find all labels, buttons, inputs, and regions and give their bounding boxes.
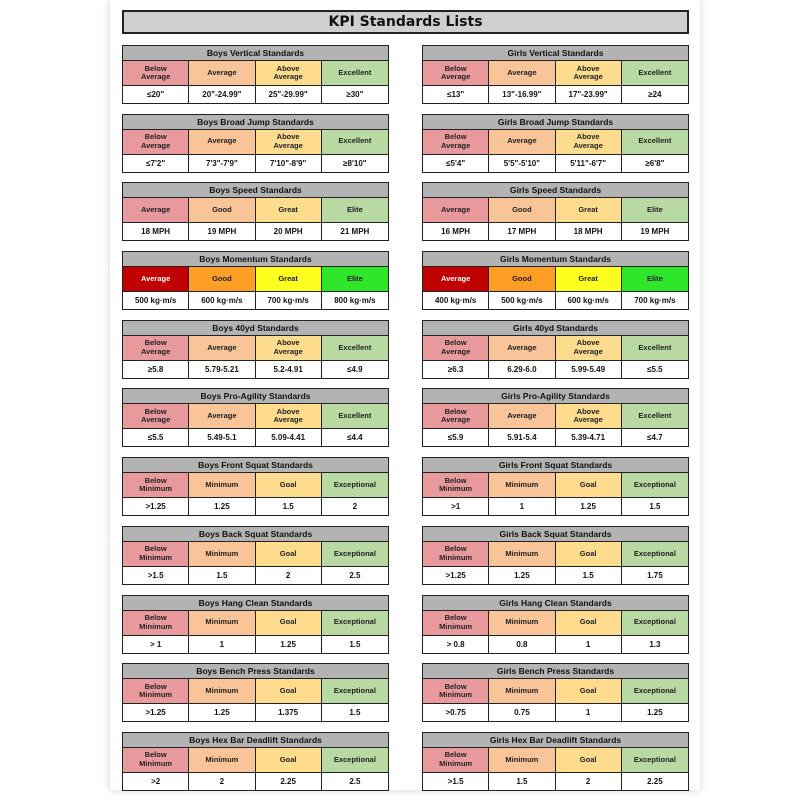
header-cell: Great <box>556 198 622 223</box>
header-cell: Below Average <box>423 404 489 429</box>
value-cell: >1.5 <box>123 567 189 584</box>
girls-back-squat-table <box>422 526 689 585</box>
value-cell: 0.75 <box>489 704 555 721</box>
value-cell: 1.5 <box>349 708 361 718</box>
value-cell: 2.5 <box>349 570 361 580</box>
header-cell: Exceptional <box>622 679 688 704</box>
header-cell: Below Minimum <box>423 473 489 498</box>
girls-hex-bar-deadlift-table <box>422 732 689 791</box>
value-cell: 2 <box>256 567 322 584</box>
girls-pro-agility-table <box>422 388 689 447</box>
header-cell: Below Average <box>123 404 189 429</box>
value-cell: ≤4.4 <box>347 433 363 443</box>
table-title: Girls Front Squat Standards <box>423 458 688 473</box>
header-cell: Average <box>189 336 255 361</box>
header-cell: Above Average <box>256 336 322 361</box>
header-cell: Excellent <box>622 130 688 155</box>
value-cell: ≥6.3 <box>423 361 489 378</box>
value-cell: 1.75 <box>647 570 663 580</box>
header-cell: Below Minimum <box>123 611 189 636</box>
header-cell: Above Average <box>256 404 322 429</box>
value-cell: 18 MPH <box>123 223 189 240</box>
header-cell: Average <box>189 130 255 155</box>
header-cell: Below Minimum <box>123 473 189 498</box>
value-cell: ≤5.5 <box>123 429 189 446</box>
girls-vertical-table <box>422 45 689 104</box>
header-cell: Minimum <box>189 473 255 498</box>
value-cell: >1.25 <box>123 704 189 721</box>
header-cell: Goal <box>256 473 322 498</box>
boys-40yd-table <box>122 320 389 379</box>
value-cell: 700 kg·m/s <box>634 296 676 306</box>
value-cell: 1.5 <box>189 567 255 584</box>
value-cell: 5.09-4.41 <box>256 429 322 446</box>
header-cell: Goal <box>556 748 622 773</box>
page-title: KPI Standards Lists <box>122 10 689 34</box>
header-cell: Minimum <box>489 611 555 636</box>
header-cell: Below Average <box>123 336 189 361</box>
header-cell: Exceptional <box>322 611 388 636</box>
table-title: Girls Hang Clean Standards <box>423 596 688 611</box>
table-title: Boys Momentum Standards <box>123 252 388 267</box>
header-cell: Goal <box>256 611 322 636</box>
header-cell: Exceptional <box>622 542 688 567</box>
value-cell: 20 MPH <box>256 223 322 240</box>
value-cell: 19 MPH <box>189 223 255 240</box>
value-cell: ≤4.9 <box>347 364 363 374</box>
header-cell: Exceptional <box>622 473 688 498</box>
header-cell: Great <box>556 267 622 292</box>
header-cell: Minimum <box>489 679 555 704</box>
header-cell: Average <box>189 61 255 86</box>
header-cell: Average <box>123 198 189 223</box>
header-cell: Average <box>489 336 555 361</box>
header-cell: Average <box>489 61 555 86</box>
header-cell: Goal <box>556 679 622 704</box>
value-cell: > 0.8 <box>423 636 489 653</box>
table-title: Girls 40yd Standards <box>423 321 688 336</box>
boys-vertical-table <box>122 45 389 104</box>
value-cell: 2 <box>352 502 358 512</box>
value-cell: ≤13" <box>423 86 489 103</box>
header-cell: Goal <box>556 473 622 498</box>
value-cell: >0.75 <box>423 704 489 721</box>
header-cell: Exceptional <box>622 748 688 773</box>
value-cell: 6.29-6.0 <box>489 361 555 378</box>
boys-front-squat-table <box>122 457 389 516</box>
value-cell: 500 kg·m/s <box>123 292 189 309</box>
value-cell: >1.25 <box>123 498 189 515</box>
value-cell: 7'3"-7'9" <box>189 155 255 172</box>
header-cell: Average <box>123 267 189 292</box>
table-title: Girls Bench Press Standards <box>423 664 688 679</box>
header-cell: Elite <box>622 267 688 292</box>
boys-momentum-table <box>122 251 389 310</box>
header-cell: Great <box>256 198 322 223</box>
girls-bench-press-table <box>422 663 689 722</box>
table-title: Boys 40yd Standards <box>123 321 388 336</box>
value-cell: 1 <box>556 636 622 653</box>
value-cell: 600 kg·m/s <box>189 292 255 309</box>
girls-hang-clean-table <box>422 595 689 654</box>
table-title: Boys Vertical Standards <box>123 46 388 61</box>
header-cell: Below Minimum <box>423 748 489 773</box>
header-cell: Average <box>423 198 489 223</box>
header-cell: Excellent <box>622 336 688 361</box>
value-cell: 1.5 <box>256 498 322 515</box>
value-cell: 1 <box>556 704 622 721</box>
table-title: Boys Front Squat Standards <box>123 458 388 473</box>
table-title: Boys Bench Press Standards <box>123 664 388 679</box>
header-cell: Minimum <box>189 748 255 773</box>
header-cell: Great <box>256 267 322 292</box>
header-cell: Goal <box>256 748 322 773</box>
value-cell: ≤5.9 <box>423 429 489 446</box>
header-cell: Goal <box>256 542 322 567</box>
table-title: Girls Hex Bar Deadlift Standards <box>423 733 688 748</box>
value-cell: 13"-16.99" <box>489 86 555 103</box>
value-cell: >1 <box>423 498 489 515</box>
header-cell: Goal <box>256 679 322 704</box>
header-cell: Goal <box>556 542 622 567</box>
header-cell: Above Average <box>556 336 622 361</box>
value-cell: ≥6'8" <box>645 158 665 168</box>
value-cell: 700 kg·m/s <box>256 292 322 309</box>
header-cell: Good <box>489 267 555 292</box>
girls-momentum-table <box>422 251 689 310</box>
girls-front-squat-table <box>422 457 689 516</box>
header-cell: Below Average <box>423 130 489 155</box>
header-cell: Below Minimum <box>123 542 189 567</box>
value-cell: 800 kg·m/s <box>334 296 376 306</box>
value-cell: ≤7'2" <box>123 155 189 172</box>
header-cell: Exceptional <box>322 473 388 498</box>
header-cell: Above Average <box>556 61 622 86</box>
value-cell: 1.375 <box>256 704 322 721</box>
table-title: Girls Back Squat Standards <box>423 527 688 542</box>
value-cell: 2 <box>189 773 255 790</box>
value-cell: 600 kg·m/s <box>556 292 622 309</box>
table-title: Boys Speed Standards <box>123 183 388 198</box>
value-cell: 1 <box>489 498 555 515</box>
header-cell: Excellent <box>322 130 388 155</box>
header-cell: Exceptional <box>322 679 388 704</box>
value-cell: >2 <box>123 773 189 790</box>
value-cell: 1.5 <box>349 639 361 649</box>
value-cell: 2 <box>556 773 622 790</box>
header-cell: Below Average <box>423 61 489 86</box>
value-cell: 5'5"-5'10" <box>489 155 555 172</box>
header-cell: Below Minimum <box>423 611 489 636</box>
value-cell: 5.39-4.71 <box>556 429 622 446</box>
boys-pro-agility-table <box>122 388 389 447</box>
value-cell: 2.25 <box>647 776 663 786</box>
value-cell: ≥24 <box>648 90 662 99</box>
girls-speed-table <box>422 182 689 241</box>
girls-40yd-table <box>422 320 689 379</box>
value-cell: 1.3 <box>649 639 661 649</box>
header-cell: Below Average <box>423 336 489 361</box>
value-cell: ≤5'4" <box>423 155 489 172</box>
header-cell: Elite <box>322 267 388 292</box>
value-cell: 1.25 <box>256 636 322 653</box>
header-cell: Excellent <box>322 336 388 361</box>
header-cell: Minimum <box>189 611 255 636</box>
header-cell: Minimum <box>489 473 555 498</box>
value-cell: 5.99-5.49 <box>556 361 622 378</box>
value-cell: 5'11"-6'7" <box>556 155 622 172</box>
value-cell: ≥30" <box>346 90 364 99</box>
header-cell: Below Average <box>123 61 189 86</box>
header-cell: Elite <box>622 198 688 223</box>
header-cell: Average <box>189 404 255 429</box>
value-cell: 5.79-5.21 <box>189 361 255 378</box>
header-cell: Below Minimum <box>423 542 489 567</box>
boys-column <box>122 45 389 800</box>
value-cell: 17"-23.99" <box>556 86 622 103</box>
value-cell: 17 MPH <box>489 223 555 240</box>
header-cell: Good <box>189 267 255 292</box>
value-cell: 1.5 <box>489 773 555 790</box>
girls-column <box>422 45 689 800</box>
header-cell: Below Minimum <box>123 679 189 704</box>
header-cell: Goal <box>556 611 622 636</box>
girls-broad-jump-table <box>422 114 689 173</box>
header-cell: Minimum <box>489 542 555 567</box>
header-cell: Above Average <box>556 404 622 429</box>
value-cell: 7'10"-8'9" <box>256 155 322 172</box>
table-title: Boys Broad Jump Standards <box>123 115 388 130</box>
value-cell: 1 <box>189 636 255 653</box>
value-cell: 1.25 <box>489 567 555 584</box>
boys-back-squat-table <box>122 526 389 585</box>
table-title: Boys Hang Clean Standards <box>123 596 388 611</box>
boys-hex-bar-deadlift-table <box>122 732 389 791</box>
value-cell: 2.5 <box>349 776 361 786</box>
value-cell: 1.25 <box>189 704 255 721</box>
header-cell: Average <box>489 404 555 429</box>
header-cell: Below Minimum <box>123 748 189 773</box>
value-cell: 400 kg·m/s <box>423 292 489 309</box>
header-cell: Exceptional <box>322 542 388 567</box>
header-cell: Good <box>489 198 555 223</box>
value-cell: 1.25 <box>556 498 622 515</box>
header-cell: Above Average <box>256 61 322 86</box>
value-cell: 2.25 <box>256 773 322 790</box>
boys-broad-jump-table <box>122 114 389 173</box>
value-cell: 21 MPH <box>340 227 370 237</box>
value-cell: ≥5.8 <box>123 361 189 378</box>
value-cell: >1.25 <box>423 567 489 584</box>
value-cell: ≤5.5 <box>647 364 663 374</box>
value-cell: 5.49-5.1 <box>189 429 255 446</box>
table-title: Girls Pro-Agility Standards <box>423 389 688 404</box>
header-cell: Excellent <box>322 61 388 86</box>
boys-hang-clean-table <box>122 595 389 654</box>
header-cell: Excellent <box>622 61 688 86</box>
value-cell: 16 MPH <box>423 223 489 240</box>
table-title: Boys Hex Bar Deadlift Standards <box>123 733 388 748</box>
header-cell: Average <box>423 267 489 292</box>
header-cell: Minimum <box>189 542 255 567</box>
header-cell: Average <box>489 130 555 155</box>
header-cell: Above Average <box>256 130 322 155</box>
header-cell: Minimum <box>189 679 255 704</box>
value-cell: ≥8'10" <box>343 158 367 168</box>
value-cell: 25"-29.99" <box>256 86 322 103</box>
table-title: Girls Broad Jump Standards <box>423 115 688 130</box>
value-cell: 1.25 <box>647 708 663 718</box>
header-cell: Excellent <box>322 404 388 429</box>
value-cell: 18 MPH <box>556 223 622 240</box>
value-cell: 500 kg·m/s <box>489 292 555 309</box>
value-cell: ≤4.7 <box>647 433 663 443</box>
boys-speed-table <box>122 182 389 241</box>
value-cell: 1.25 <box>189 498 255 515</box>
value-cell: 1.5 <box>649 502 661 512</box>
header-cell: Below Average <box>123 130 189 155</box>
value-cell: 0.8 <box>489 636 555 653</box>
value-cell: 1.5 <box>556 567 622 584</box>
value-cell: 20"-24.99" <box>189 86 255 103</box>
table-title: Girls Vertical Standards <box>423 46 688 61</box>
header-cell: Minimum <box>489 748 555 773</box>
header-cell: Good <box>189 198 255 223</box>
header-cell: Excellent <box>622 404 688 429</box>
header-cell: Elite <box>322 198 388 223</box>
table-title: Girls Speed Standards <box>423 183 688 198</box>
header-cell: Above Average <box>556 130 622 155</box>
header-cell: Exceptional <box>622 611 688 636</box>
value-cell: ≤20" <box>123 86 189 103</box>
value-cell: 5.2-4.91 <box>256 361 322 378</box>
table-title: Boys Pro-Agility Standards <box>123 389 388 404</box>
header-cell: Below Minimum <box>423 679 489 704</box>
header-cell: Exceptional <box>322 748 388 773</box>
value-cell: 5.91-5.4 <box>489 429 555 446</box>
table-title: Girls Momentum Standards <box>423 252 688 267</box>
boys-bench-press-table <box>122 663 389 722</box>
value-cell: > 1 <box>123 636 189 653</box>
value-cell: 19 MPH <box>640 227 670 237</box>
table-title: Boys Back Squat Standards <box>123 527 388 542</box>
value-cell: >1.5 <box>423 773 489 790</box>
